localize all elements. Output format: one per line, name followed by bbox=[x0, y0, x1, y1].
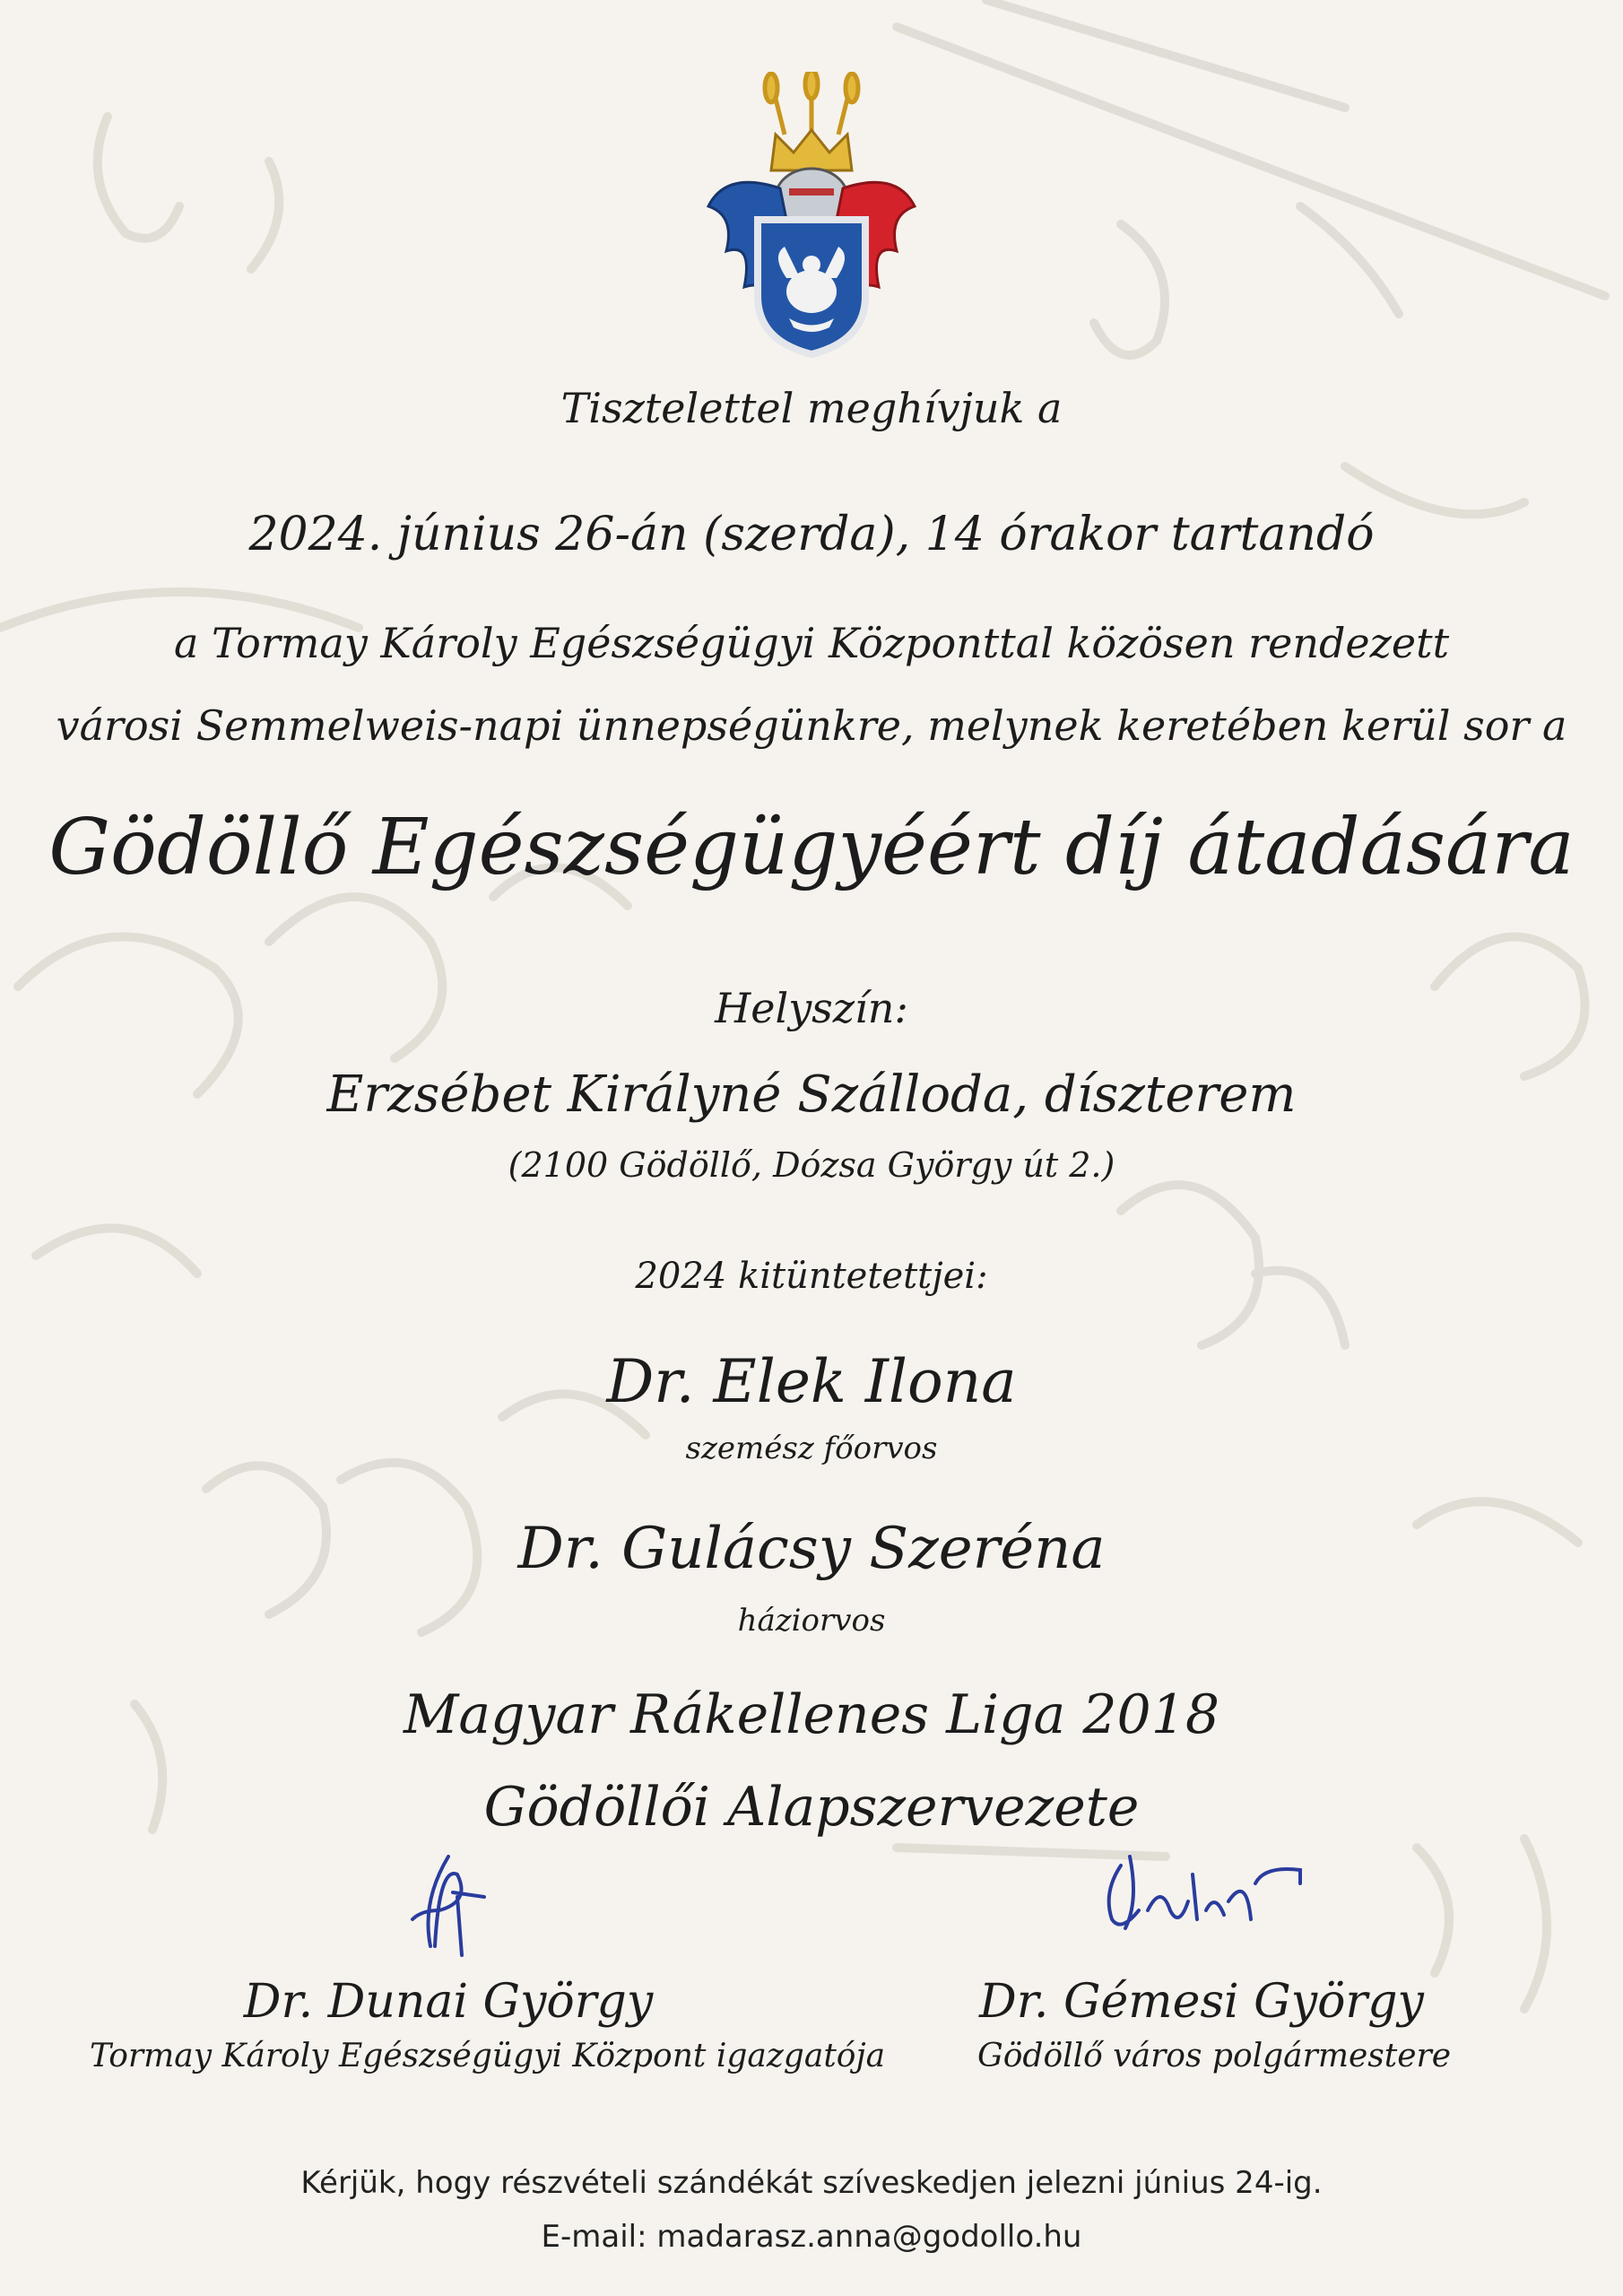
invitation-intro: Tisztelettel meghívjuk a bbox=[560, 384, 1063, 432]
signature-icon bbox=[1085, 1848, 1318, 1964]
location-label: Helyszín: bbox=[715, 984, 908, 1032]
signature-icon bbox=[386, 1848, 511, 1964]
contact-email: E-mail: madarasz.anna@godollo.hu bbox=[541, 2219, 1082, 2255]
signatory-role: Tormay Károly Egészségügyi Központ igazgatója bbox=[90, 2038, 886, 2074]
signatory-name: Dr. Gémesi György bbox=[979, 1975, 1424, 2029]
location-address: (2100 Gödöllő, Dózsa György út 2.) bbox=[508, 1145, 1115, 1185]
signatory-name: Dr. Dunai György bbox=[243, 1975, 654, 2029]
organizer-line-1: a Tormay Károly Egészségügyi Központtal közösen rendezett bbox=[173, 619, 1450, 667]
awardee-role: háziorvos bbox=[737, 1603, 886, 1639]
event-date: 2024. június 26-án (szerda), 14 órakor tartandó bbox=[248, 508, 1375, 561]
signatory-right bbox=[977, 1848, 1452, 2074]
signatory-left bbox=[90, 1848, 886, 2074]
awardee-organization-line-1: Magyar Rákellenes Liga 2018 bbox=[403, 1683, 1220, 1746]
page-title: Gödöllő Egészségügyéért díj átadására bbox=[48, 803, 1575, 892]
awardee-name: Dr. Gulácsy Szeréna bbox=[517, 1516, 1106, 1582]
location-name: Erzsébet Királyné Szálloda, díszterem bbox=[326, 1065, 1297, 1124]
awardee-organization-line-2: Gödöllői Alapszervezete bbox=[483, 1776, 1140, 1839]
organizer-line-2: városi Semmelweis-napi ünnepségünkre, melynek keretében kerül sor a bbox=[56, 701, 1567, 750]
signatory-role: Gödöllő város polgármestere bbox=[977, 2038, 1452, 2074]
awardee-role: szemész főorvos bbox=[685, 1431, 938, 1466]
awardee-name: Dr. Elek Ilona bbox=[606, 1347, 1017, 1416]
coat-of-arms-icon bbox=[699, 72, 924, 359]
awardees-label: 2024 kitüntetettjei: bbox=[635, 1256, 988, 1297]
rsvp-note: Kérjük, hogy részvételi szándékát szíveskedjen jelezni június 24-ig. bbox=[300, 2165, 1323, 2201]
